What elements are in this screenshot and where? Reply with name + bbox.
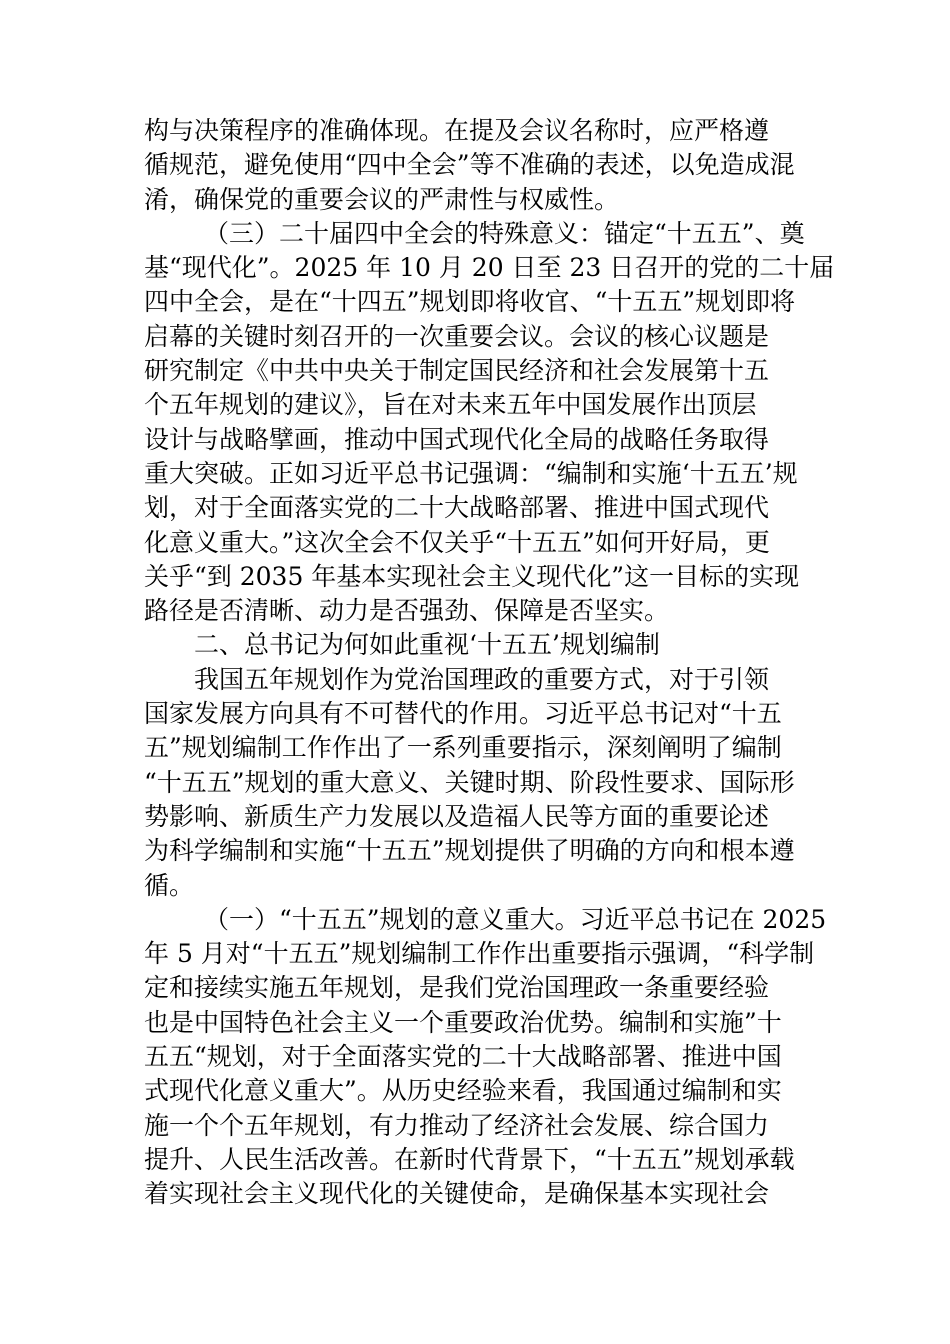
text-line: 设计与战略擘画，推动中国式现代化全局的战略任务取得 xyxy=(144,424,770,454)
text-line: 式现代化意义重大”。从历史经验来看，我国通过编制和实 xyxy=(144,1076,782,1106)
text-line: 着实现社会主义现代化的关键使命，是确保基本实现社会 xyxy=(144,1179,770,1209)
text-line: 重大突破。正如习近平总书记强调：“编制和实施‘十五五’规 xyxy=(144,458,798,488)
text-line: 构与决策程序的准确体现。在提及会议名称时，应严格遵 xyxy=(144,116,770,145)
text-line: 化意义重大。”这次全会不仅关乎“十五五”如何开好局，更 xyxy=(144,527,770,557)
subsection-heading-line: （一）“十五五”规划的意义重大。习近平总书记在 2025 xyxy=(204,904,827,934)
text-line: 国家发展方向具有不可替代的作用。习近平总书记对“十五 xyxy=(144,699,782,729)
text-line: “十五五”规划的重大意义、关键时期、阶段性要求、国际形 xyxy=(144,767,795,797)
text-line: 也是中国特色社会主义一个重要政治优势。编制和实施”十 xyxy=(144,1007,782,1037)
text-line: 为科学编制和实施“十五五”规划提供了明确的方向和根本遵 xyxy=(144,836,795,866)
text-line: 淆，确保党的重要会议的严肃性与权威性。 xyxy=(144,184,620,214)
text-line: 四中全会，是在“十四五”规划即将收官、“十五五”规划即将 xyxy=(144,287,796,317)
body-text xyxy=(144,114,835,1212)
text-line: 提升、人民生活改善。在新时代背景下，“十五五”规划承载 xyxy=(144,1144,795,1174)
text-line: 循规范，避免使用“四中全会”等不准确的表述，以免造成混 xyxy=(144,150,795,180)
text-line: 个五年规划的建议》，旨在对未来五年中国发展作出顶层 xyxy=(144,390,757,420)
text-line: 施一个个五年规划，有力推动了经济社会发展、综合国力 xyxy=(144,1110,770,1140)
text-line: 关乎“到 2035 年基本实现社会主义现代化”这一目标的实现 xyxy=(144,561,800,591)
text-line: 五”规划编制工作作出了一系列重要指示，深刻阐明了编制 xyxy=(144,733,782,763)
text-line: 定和接续实施五年规划，是我们党治国理政一条重要经验 xyxy=(144,973,770,1003)
text-line: 启幕的关键时刻召开的一次重要会议。会议的核心议题是 xyxy=(144,321,770,351)
text-line: 划，对于全面落实党的二十大战略部署、推进中国式现代 xyxy=(144,493,770,523)
text-line: 势影响、新质生产力发展以及造福人民等方面的重要论述 xyxy=(144,801,770,831)
text-line: 研究制定《中共中央关于制定国民经济和社会发展第十五 xyxy=(144,356,770,386)
text-line: 循。 xyxy=(144,870,195,900)
text-line: 基“现代化”。2025 年 10 月 20 日至 23 日召开的党的二十届 xyxy=(144,253,835,283)
text-line: 五五“规划，对于全面落实党的二十大战略部署、推进中国 xyxy=(144,1042,782,1072)
section-heading: 二、总书记为何如此重视‘十五五’规划编制 xyxy=(194,630,660,660)
subsection-heading-line: （三）二十届四中全会的特殊意义：锚定“十五五”、奠 xyxy=(204,218,805,248)
text-line: 我国五年规划作为党治国理政的重要方式，对于引领 xyxy=(194,664,770,694)
text-line: 年 5 月对“十五五”规划编制工作作出重要指示强调，“科学制 xyxy=(144,939,815,969)
text-line: 路径是否清晰、动力是否强劲、保障是否坚实。 xyxy=(144,596,670,626)
